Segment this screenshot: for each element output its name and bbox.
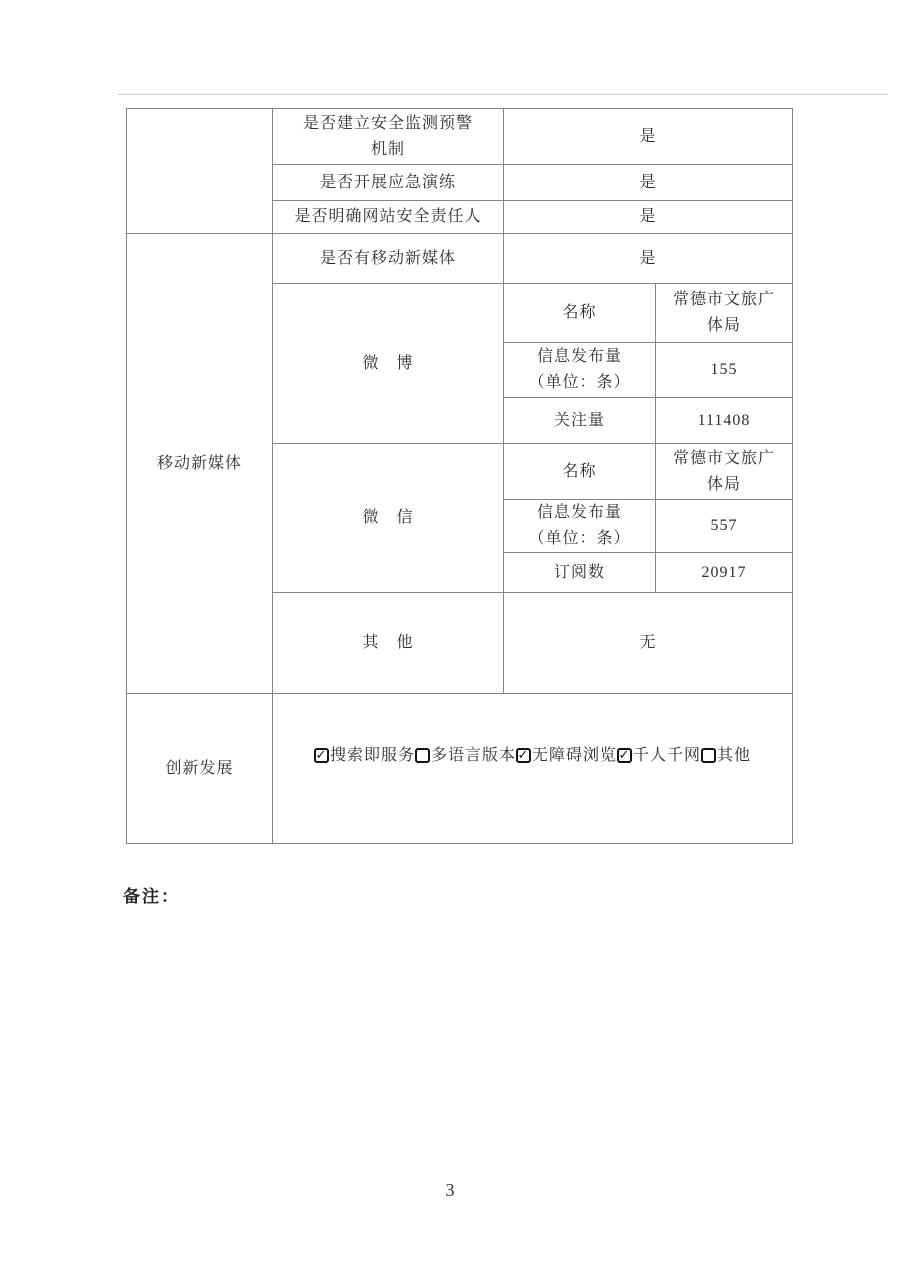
row-value-weibo-name [656, 284, 793, 343]
row-label-has-mobile-media: 是否有移动新媒体 [273, 234, 504, 284]
row-label-text: 是否建立安全监测预警机制 [302, 114, 473, 158]
row-value-has-mobile-media: 是 [504, 234, 793, 284]
option-accessibility [516, 743, 617, 769]
option-multilingual [415, 743, 516, 769]
section-cell-innovation: 创新发展 [127, 694, 273, 844]
row-value-wechat-subscribers: 20917 [656, 553, 793, 593]
option-other [701, 743, 751, 769]
option-label: 搜索即服务 [329, 746, 415, 764]
checkbox-checked-icon [617, 748, 632, 763]
row-label-weibo-followers: 关注量 [504, 398, 656, 444]
row-value-security-responsible: 是 [504, 201, 793, 234]
remarks-label: 备注： [123, 887, 180, 906]
row-value-other-media: 无 [504, 593, 793, 694]
checkbox-unchecked-icon [415, 748, 430, 763]
option-label: 无障碍浏览 [531, 746, 617, 764]
checkbox-unchecked-icon [701, 748, 716, 763]
row-label-security-responsible: 是否明确网站安全责任人 [273, 201, 504, 234]
row-label-unit: （单位：条） [528, 374, 631, 391]
row-value-security-monitoring: 是 [504, 109, 793, 165]
row-label-wechat-subscribers: 订阅数 [504, 553, 656, 593]
row-label-text: 信息发布量 [536, 504, 622, 521]
weibo-account-name: 常德市文旅广体局 [672, 291, 775, 334]
checkbox-checked-icon [314, 748, 329, 763]
row-value-emergency-drill: 是 [504, 165, 793, 201]
section-cell-mobile-media: 移动新媒体 [127, 234, 273, 694]
wechat-account-name: 常德市文旅广体局 [672, 449, 775, 493]
group-cell-wechat: 微 信 [273, 444, 504, 593]
row-label-wechat-name: 名称 [504, 444, 656, 500]
row-label-emergency-drill: 是否开展应急演练 [273, 165, 504, 201]
option-search-as-service [314, 743, 415, 769]
option-label: 千人千网 [633, 746, 702, 764]
checkbox-checked-icon [516, 748, 531, 763]
report-table [126, 108, 793, 844]
table-row [127, 234, 793, 284]
page-number: 3 [445, 1180, 455, 1200]
group-cell-weibo: 微 博 [273, 284, 504, 444]
option-label: 其他 [717, 746, 752, 764]
section-cell-empty [127, 109, 273, 234]
table-row [127, 109, 793, 165]
row-value-wechat-posts: 557 [656, 500, 793, 553]
row-label-text: 信息发布量 [536, 348, 622, 365]
row-label-weibo-name: 名称 [504, 284, 656, 343]
row-label-security-monitoring [273, 109, 504, 165]
row-label-unit: （单位：条） [528, 530, 631, 547]
row-label-wechat-posts [504, 500, 656, 553]
row-label-weibo-posts [504, 343, 656, 398]
row-value-weibo-posts: 155 [656, 343, 793, 398]
row-label-other-media: 其 他 [273, 593, 504, 694]
page-top-rule [118, 94, 888, 95]
option-label: 多语言版本 [430, 746, 516, 764]
row-value-wechat-name [656, 444, 793, 500]
option-personalized [617, 743, 701, 769]
innovation-options [273, 743, 792, 769]
innovation-options-cell [273, 694, 793, 844]
row-value-weibo-followers: 111408 [656, 398, 793, 444]
table-row [127, 694, 793, 844]
